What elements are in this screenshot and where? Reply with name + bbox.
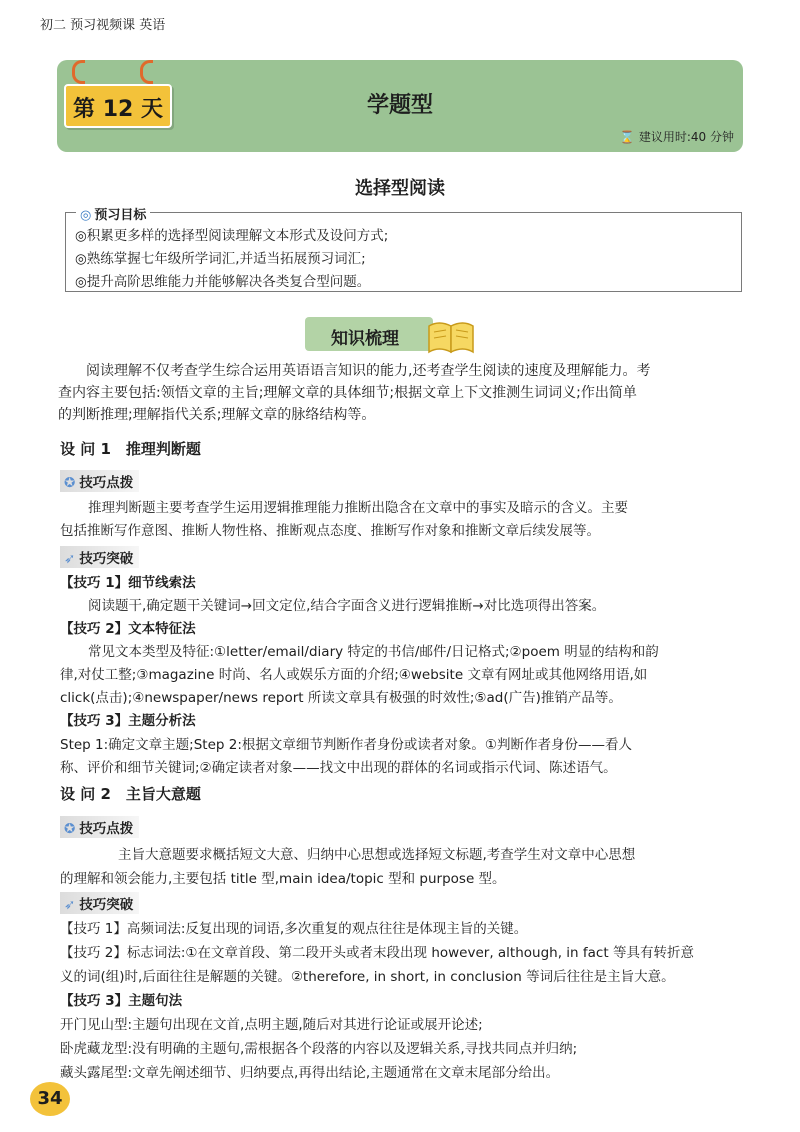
- running-head: 初二 预习视频课 英语: [40, 18, 166, 33]
- technique-line: 【技巧 2】标志词法:①在文章首段、第二段开头或者末段出现 however, although, in fact 等具有转折意: [60, 945, 694, 961]
- arrow-icon: ➶: [64, 551, 76, 567]
- ribbon-label: 知识梳理: [331, 329, 399, 349]
- technique-line: 称、评价和细节关键词;②确定读者对象——找文中出现的群体的名词或指示代词、陈述语气。: [60, 760, 617, 776]
- breakthrough-label: ➶ 技巧突破: [60, 892, 139, 914]
- target-icon: ◎: [80, 208, 92, 223]
- intro-line: 阅读理解不仅考查学生综合运用英语语言知识的能力,还考查学生阅读的速度及理解能力。考: [86, 363, 651, 379]
- tip-line: 推理判断题主要考查学生运用逻辑推理能力推断出隐含在文章中的事实及暗示的含义。主要: [88, 500, 628, 516]
- binder-ring-icon: [72, 60, 85, 84]
- open-book-icon: [425, 316, 477, 356]
- tip-line: 主旨大意题要求概括短文大意、归纳中心思想或选择短文标题,考查学生对文章中心思想: [118, 847, 636, 863]
- technique-line: 义的词(组)时,后面往往是解题的关键。②therefore, in short, in conclusion 等词后往往是主旨大意。: [60, 969, 675, 985]
- technique-line: 律,对仗工整;③magazine 时尚、名人或娱乐方面的介绍;④website 文章有网址或其他网络用语,如: [60, 667, 648, 683]
- technique-title: 【技巧 2】文本特征法: [60, 621, 196, 637]
- tip-label: ✪ 技巧点拨: [60, 816, 139, 838]
- goal-item: ◎提升高阶思维能力并能够解决各类复合型问题。: [75, 274, 371, 290]
- technique-title: 【技巧 1】细节线索法: [60, 575, 196, 591]
- banner-title: 学题型: [366, 93, 433, 118]
- bulb-icon: ✪: [64, 475, 76, 491]
- technique-line: 开门见山型:主题句出现在文首,点明主题,随后对其进行论证或展开论述;: [60, 1017, 483, 1033]
- tip-line: 包括推断写作意图、推断人物性格、推断观点态度、推断写作对象和推断文章后续发展等。: [60, 523, 600, 539]
- page-number: 34: [30, 1082, 70, 1116]
- tip-label: ✪ 技巧点拨: [60, 470, 139, 492]
- intro-line: 查内容主要包括:领悟文章的主旨;理解文章的具体细节;根据文章上下文推测生词词义;作出简单: [58, 385, 637, 401]
- suggested-time: ⌛ 建议用时:40 分钟: [619, 130, 734, 144]
- breakthrough-label: ➶ 技巧突破: [60, 546, 139, 568]
- goal-item: ◎积累更多样的选择型阅读理解文本形式及设问方式;: [75, 228, 389, 244]
- question-2-heading: 设 问 2 主旨大意题: [60, 785, 201, 803]
- binder-ring-icon: [140, 60, 153, 84]
- tip-line: 的理解和领会能力,主要包括 title 型,main idea/topic 型和 purpose 型。: [60, 871, 506, 887]
- goal-item: ◎熟练掌握七年级所学词汇,并适当拓展预习词汇;: [75, 251, 366, 267]
- hourglass-icon: ⌛: [619, 130, 635, 144]
- technique-line: 常见文本类型及特征:①letter/email/diary 特定的书信/邮件/日记格式;②poem 明显的结构和韵: [88, 644, 659, 660]
- technique-line: 藏头露尾型:文章先阐述细节、归纳要点,再得出结论,主题通常在文章末尾部分给出。: [60, 1065, 560, 1081]
- technique-line: 【技巧 1】高频词法:反复出现的词语,多次重复的观点往往是体现主旨的关键。: [60, 921, 528, 937]
- bulb-icon: ✪: [64, 821, 76, 837]
- intro-line: 的判断推理;理解指代关系;理解文章的脉络结构等。: [58, 407, 376, 423]
- day-tag-label: 第 12 天: [73, 97, 163, 122]
- technique-line: 阅读题干,确定题干关键词→回文定位,结合字面含义进行逻辑推断→对比选项得出答案。: [88, 598, 606, 614]
- technique-line: Step 1:确定文章主题;Step 2:根据文章细节判断作者身份或读者对象。①判断作者身份——看人: [60, 737, 632, 753]
- technique-title: 【技巧 3】主题分析法: [60, 713, 196, 729]
- question-1-heading: 设 问 1 推理判断题: [60, 440, 201, 458]
- goals-heading: ◎ 预习目标: [76, 204, 150, 223]
- technique-title: 【技巧 3】主题句法: [60, 993, 183, 1009]
- technique-line: 卧虎藏龙型:没有明确的主题句,需根据各个段落的内容以及逻辑关系,寻找共同点并归纳;: [60, 1041, 578, 1057]
- section-title: 选择型阅读: [355, 178, 445, 199]
- arrow-icon: ➶: [64, 897, 76, 913]
- technique-line: click(点击);④newspaper/news report 所读文章具有极强的时效性;⑤ad(广告)推销产品等。: [60, 690, 622, 706]
